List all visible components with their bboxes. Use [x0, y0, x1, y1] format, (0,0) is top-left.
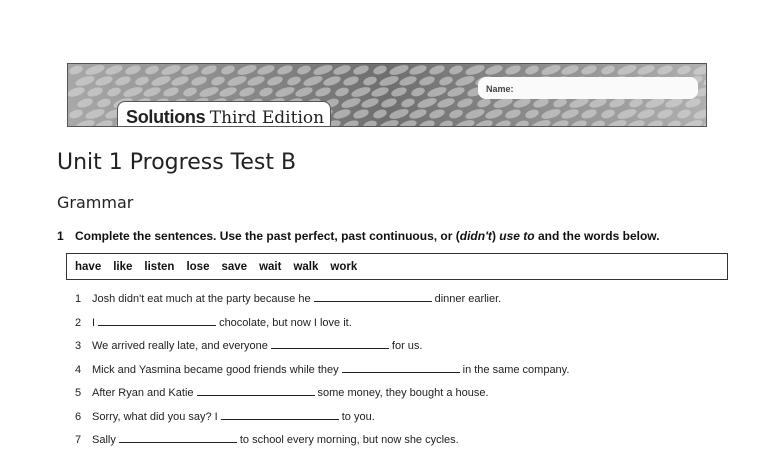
sentence-item [75, 362, 755, 386]
sentence-text-before: We arrived really late, and everyone [92, 340, 268, 352]
sentence-number: 1 [75, 293, 82, 305]
page-title: Unit 1 Progress Test B [57, 150, 297, 175]
sentence-number: 4 [75, 363, 82, 376]
sentence-text-after: for us. [391, 340, 423, 352]
word-bank-item: like [113, 260, 133, 273]
brand-logo-main: Solutions [126, 107, 206, 127]
word-bank-item: work [330, 260, 358, 273]
instruction-text-3: and the words below. [534, 229, 660, 243]
sentence-number: 2 [75, 316, 82, 329]
instruction-italic-1: didn't [459, 229, 492, 243]
word-bank-item: wait [259, 260, 282, 273]
sentence-list [75, 291, 755, 456]
word-bank-item: walk [293, 260, 319, 273]
brand-logo-sub: Third Edition [209, 108, 325, 127]
sentence-text-before: After Ryan and Katie [92, 387, 194, 399]
sentence-item [75, 409, 755, 433]
sentence-number: 5 [75, 387, 82, 399]
sentence-text-before: Sally [92, 434, 116, 446]
sentence-item [75, 315, 755, 339]
sentence-text-before: Josh didn't eat much at the party because he [92, 293, 311, 305]
sentence-number: 6 [75, 410, 82, 423]
sentence-text-after: some money, they bought a house. [317, 387, 489, 399]
word-bank-item: have [75, 260, 102, 273]
word-bank-item: lose [186, 260, 210, 273]
sentence-text-after: in the same company. [462, 363, 570, 376]
instruction-text-1: Complete the sentences. Use the past perfect, past continuous, or ( [75, 229, 460, 243]
exercise-instruction [57, 229, 660, 243]
answer-blank[interactable] [221, 409, 339, 420]
instruction-text-2: ) [491, 229, 500, 243]
answer-blank[interactable] [342, 362, 460, 373]
word-bank-item: save [221, 260, 248, 273]
section-title: Grammar [57, 193, 134, 212]
instruction-italic-2: use to [499, 229, 535, 243]
answer-blank[interactable] [314, 291, 432, 302]
answer-blank[interactable] [197, 385, 315, 396]
sentence-text-after: to school every morning, but now she cycles. [239, 434, 459, 446]
sentence-number: 7 [75, 434, 82, 446]
exercise-number: 1 [57, 229, 64, 243]
word-bank [66, 253, 728, 280]
sentence-text-before: Mick and Yasmina became good friends while they [92, 363, 339, 376]
sentence-item [75, 432, 755, 456]
sentence-item [75, 291, 755, 315]
name-field[interactable] [478, 77, 698, 99]
header-banner [67, 63, 707, 127]
sentence-text-before: I [92, 316, 96, 329]
sentence-item [75, 338, 755, 362]
word-bank-item: listen [144, 260, 175, 273]
answer-blank[interactable] [98, 315, 216, 326]
sentence-text-after: chocolate, but now I love it. [219, 316, 352, 329]
answer-blank[interactable] [271, 338, 389, 349]
name-label: Name: [486, 84, 514, 94]
sentence-text-after: dinner earlier. [434, 293, 502, 305]
brand-tab [117, 101, 331, 127]
sentence-text-after: to you. [341, 410, 375, 423]
answer-blank[interactable] [119, 432, 237, 443]
sentence-text-before: Sorry, what did you say? I [92, 410, 218, 423]
sentence-number: 3 [75, 340, 82, 352]
sentence-item [75, 385, 755, 409]
